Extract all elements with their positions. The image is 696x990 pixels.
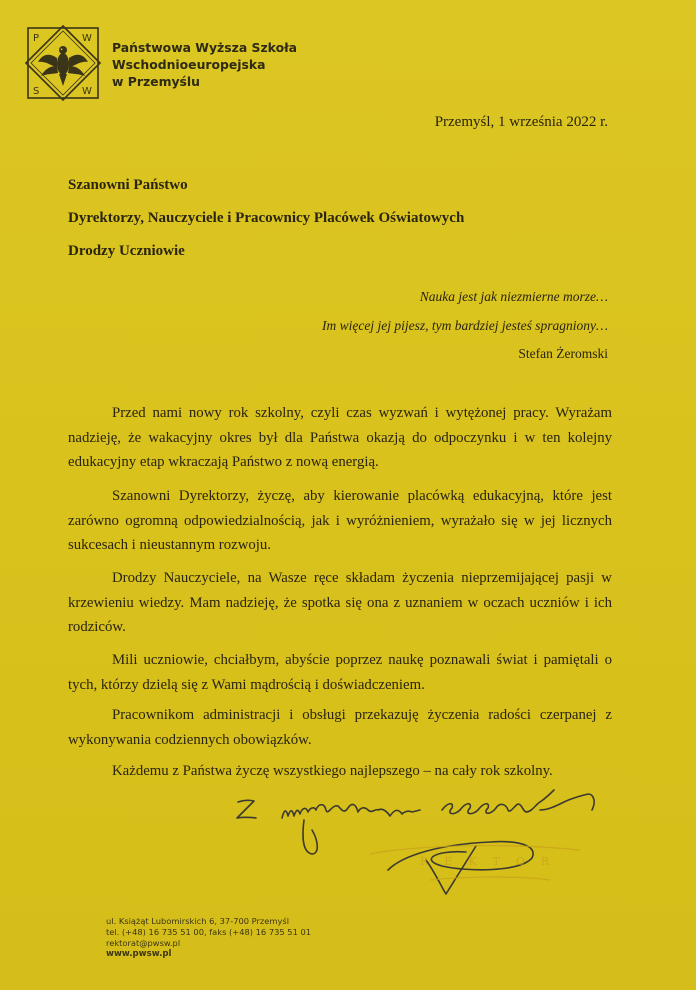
footer-contact — [106, 916, 311, 960]
epigraph-line: Im więcej jej pijesz, tym bardziej jesteś spragniony… — [322, 318, 608, 333]
epigraph-line: Nauka jest jak niezmierne morze… — [419, 289, 608, 304]
logo-letter: W — [82, 86, 92, 97]
date-line: Przemyśl, 1 września 2022 r. — [434, 114, 608, 130]
body-paragraph: Drodzy Nauczyciele, na Wasze ręce składam życzenia nieprzemijającej pasji w krzewieniu wiedzy. Mam nadzieję, że spotka się ona z uznaniem w oczach uczniów i ich rodziców. — [68, 570, 612, 635]
logo-letter: S — [33, 86, 40, 97]
body-paragraph: Szanowni Dyrektorzy, życzę, aby kierowanie placówką edukacyjną, które jest zarówno ogromną odpowiedzialnością, jak i wyróżnieniem, wyrażało się w jej licznych sukcesach i nieustannym rozwoju. — [68, 488, 612, 553]
rector-stamp: REKTOR — [420, 855, 566, 868]
body-paragraph: Każdemu z Państwa życzę wszystkiego najlepszego – na cały rok szkolny. — [112, 763, 553, 779]
footer-email: rektorat@pwsw.pl — [106, 938, 181, 948]
body-paragraph: Mili uczniowie, chciałbym, abyście poprzez naukę poznawali świat i pamiętali o tych, którzy dzielą się z Wami mądrością i doświadczeniem. — [68, 652, 612, 693]
logo-letter: W — [82, 33, 92, 44]
university-logo — [24, 24, 102, 102]
epigraph-author: Stefan Żeromski — [518, 346, 608, 361]
organization-name-line: w Przemyślu — [112, 74, 200, 89]
organization-name — [112, 39, 297, 90]
organization-name-line: Wschodnioeuropejska — [112, 57, 266, 72]
organization-name-line: Państwowa Wyższa Szkoła — [112, 40, 298, 55]
salutation: Drodzy Uczniowie — [68, 243, 185, 259]
body-paragraph: Pracownikom administracji i obsługi przekazuję życzenia radości czerpanej z wykonywania codziennych obowiązków. — [68, 707, 612, 748]
footer-address: ul. Książąt Lubomirskich 6, 37-700 Przemyśl — [106, 916, 290, 926]
handwritten-signature — [220, 780, 640, 900]
logo-letter: P — [33, 33, 40, 44]
salutation: Dyrektorzy, Nauczyciele i Pracownicy Placówek Oświatowych — [68, 210, 465, 226]
footer-website: www.pwsw.pl — [106, 949, 172, 959]
body-paragraph: Przed nami nowy rok szkolny, czyli czas wyzwań i wytężonej pracy. Wyrażam nadzieję, że wakacyjny okres był dla Państwa okazją do odpoczynku i w ten kolejny edukacyjny etap wkraczają Państwo z nową energią. — [68, 405, 612, 470]
footer-phone: tel. (+48) 16 735 51 00, faks (+48) 16 735 51 01 — [106, 927, 312, 937]
salutation: Szanowni Państwo — [68, 177, 188, 193]
